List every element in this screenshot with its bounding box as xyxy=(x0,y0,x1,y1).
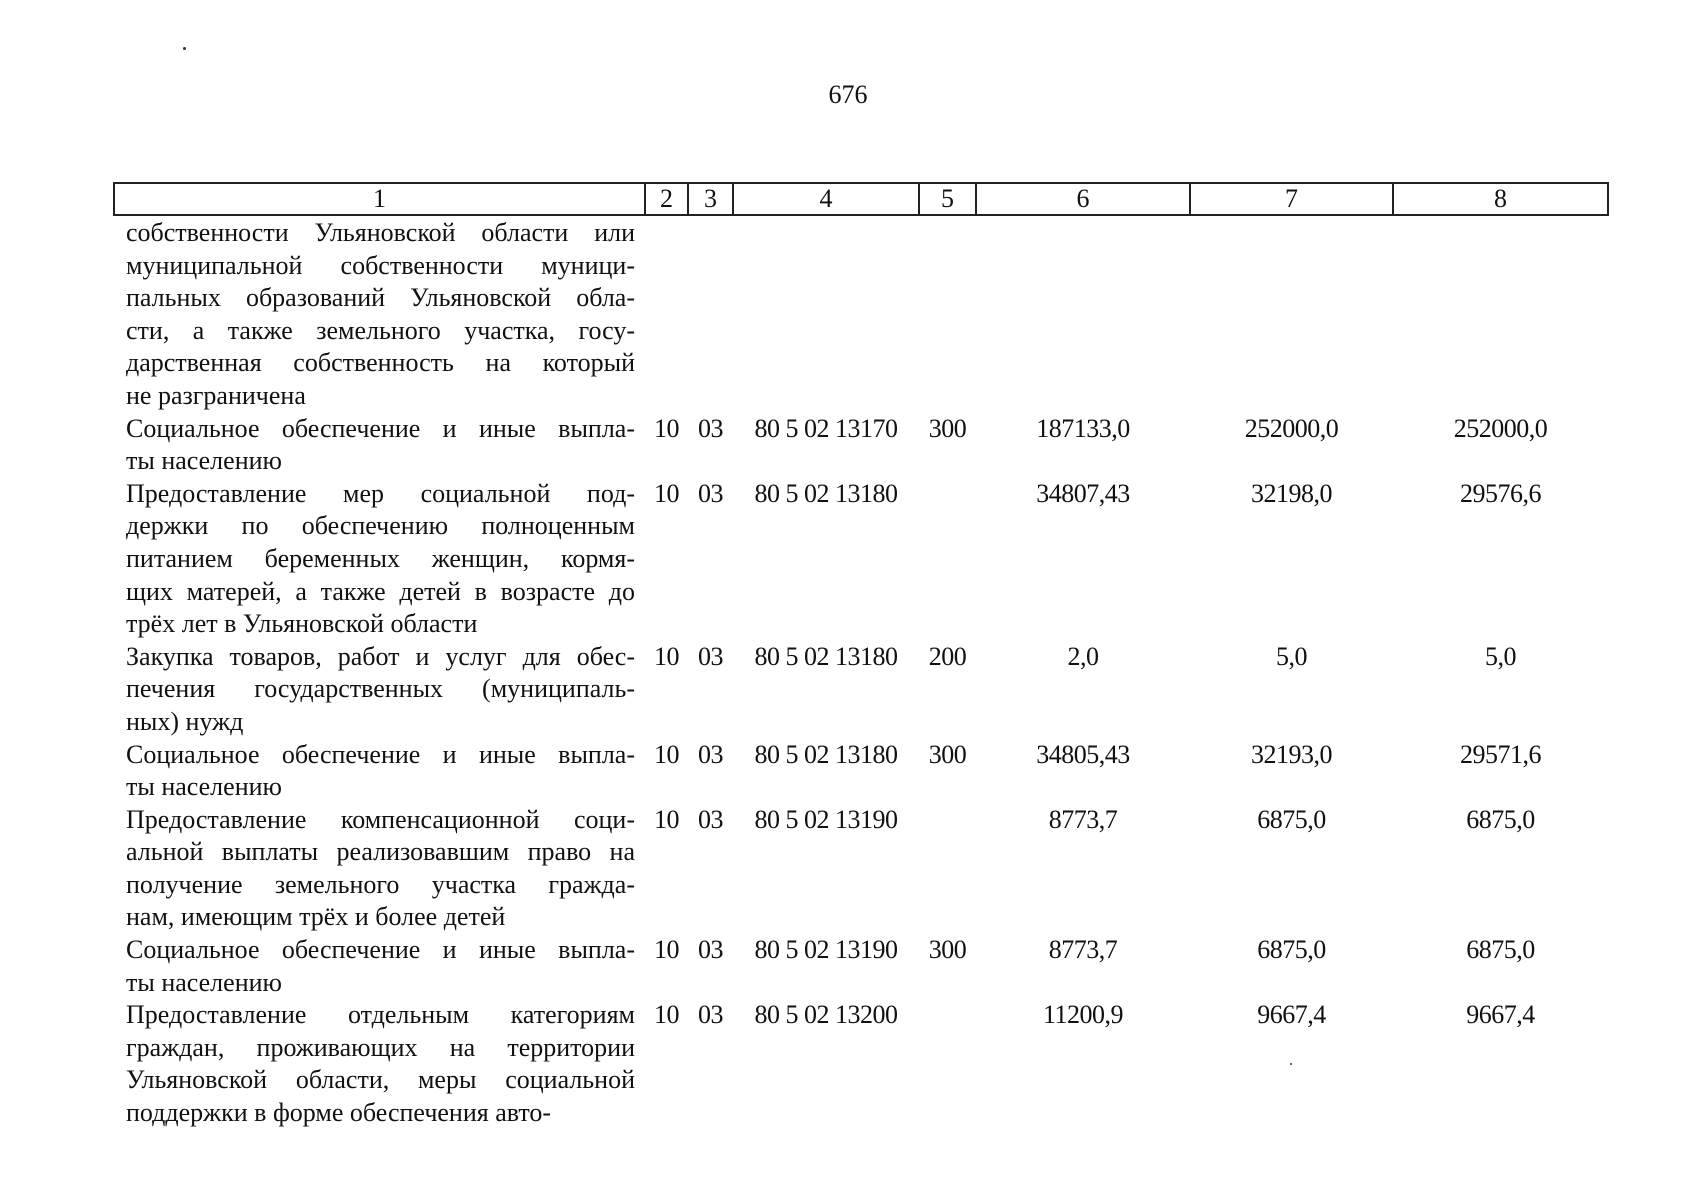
description-line: Закупка товаров, работ и услуг для обес- xyxy=(126,641,635,671)
amount-col-6: 34805,43 xyxy=(1036,739,1130,769)
amount-col-6: 187133,0 xyxy=(1036,413,1130,443)
target-article-code: 80 5 02 13180 xyxy=(754,641,898,671)
section-code xyxy=(645,215,688,413)
description-line: держки по обеспечению полноценным xyxy=(126,511,635,541)
subsection-code: 03 xyxy=(698,935,723,965)
amount-col-7: 6875,0 xyxy=(1257,804,1326,834)
description-line: собственности Ульяновской области или xyxy=(126,218,635,247)
scan-speck xyxy=(183,47,186,50)
amount-col-6: 2,0 xyxy=(1067,641,1099,671)
page-number: 676 xyxy=(828,80,868,109)
section-code: 10 xyxy=(654,935,679,965)
target-article-code: 80 5 02 13180 xyxy=(754,478,898,508)
expense-type-code: 300 xyxy=(928,739,967,769)
row-description xyxy=(114,999,645,1129)
description-line: пальных образований Ульяновской обла- xyxy=(126,283,635,313)
amount-col-6: 34807,43 xyxy=(1036,478,1130,508)
description-line: не разграничена xyxy=(126,380,306,410)
amount-col-7: 32198,0 xyxy=(1251,478,1332,508)
row-description xyxy=(114,413,645,478)
section-code: 10 xyxy=(654,641,679,671)
amount-col-6 xyxy=(976,215,1190,413)
subsection-code: 03 xyxy=(698,641,723,671)
amount-col-8: 252000,0 xyxy=(1453,413,1548,443)
header-col-5: 5 xyxy=(919,183,976,215)
amount-col-7: 252000,0 xyxy=(1244,413,1339,443)
section-code: 10 xyxy=(654,413,679,443)
amount-col-7: 9667,4 xyxy=(1257,1000,1326,1030)
target-article-code: 80 5 02 13190 xyxy=(754,804,898,834)
amount-col-8: 5,0 xyxy=(1485,641,1516,671)
table-row xyxy=(114,478,1608,641)
description-line: Предоставление компенсационной соци- xyxy=(126,804,635,834)
target-article-code: 80 5 02 13190 xyxy=(754,935,898,965)
amount-col-6: 8773,7 xyxy=(1048,935,1118,965)
subsection-code: 03 xyxy=(698,478,723,508)
expense-type-code xyxy=(919,215,976,413)
description-line: Ульяновской области, меры социальной xyxy=(126,1065,635,1095)
amount-col-8 xyxy=(1393,215,1608,413)
row-description xyxy=(114,739,645,804)
header-row xyxy=(114,183,1608,215)
section-code: 10 xyxy=(654,739,679,769)
row-description xyxy=(114,478,645,641)
description-line: поддержки в форме обеспечения авто- xyxy=(126,1098,552,1128)
description-line: ных) нужд xyxy=(126,706,244,736)
amount-col-7: 6875,0 xyxy=(1257,935,1326,965)
row-description xyxy=(114,934,645,999)
header-col-3: 3 xyxy=(688,183,733,215)
header-col-6: 6 xyxy=(976,183,1190,215)
expense-type-code xyxy=(919,804,976,934)
subsection-code xyxy=(688,215,733,413)
table-row xyxy=(114,641,1608,739)
amount-col-7: 32193,0 xyxy=(1251,739,1332,769)
expense-type-code: 300 xyxy=(928,413,967,443)
description-line: питанием беременных женщин, кормя- xyxy=(126,543,635,573)
header-col-2: 2 xyxy=(645,183,688,215)
description-line: печения государственных (муниципаль- xyxy=(126,674,635,704)
amount-col-8: 6875,0 xyxy=(1466,935,1535,965)
section-code: 10 xyxy=(654,1000,679,1030)
target-article-code: 80 5 02 13200 xyxy=(754,1000,898,1030)
description-line: получение земельного участка гражда- xyxy=(126,869,635,899)
target-article-code: 80 5 02 13170 xyxy=(754,413,898,443)
description-line: ты населению xyxy=(126,772,282,802)
description-line: муниципальной собственности муници- xyxy=(126,250,635,280)
header-col-4: 4 xyxy=(733,183,919,215)
subsection-code: 03 xyxy=(698,804,723,834)
table-header xyxy=(114,183,1608,215)
amount-col-8: 6875,0 xyxy=(1466,804,1535,834)
expense-type-code: 200 xyxy=(928,641,967,671)
description-line: альной выплаты реализовавшим право на xyxy=(126,837,635,867)
amount-col-8: 9667,4 xyxy=(1466,1000,1535,1030)
expense-type-code xyxy=(919,999,976,1129)
table-body xyxy=(114,215,1608,1130)
table-row xyxy=(114,804,1608,934)
description-line: сти, а также земельного участка, госу- xyxy=(126,315,635,345)
description-line: Социальное обеспечение и иные выпла- xyxy=(126,935,635,965)
description-line: граждан, проживающих на территории xyxy=(126,1032,635,1062)
header-col-8: 8 xyxy=(1393,183,1608,215)
expense-type-code xyxy=(919,478,976,641)
section-code: 10 xyxy=(654,804,679,834)
table-row xyxy=(114,739,1608,804)
section-code: 10 xyxy=(654,478,679,508)
amount-col-8: 29576,6 xyxy=(1460,478,1541,508)
table-row xyxy=(114,413,1608,478)
amount-col-6: 11200,9 xyxy=(1042,1000,1124,1030)
table-row xyxy=(114,999,1608,1129)
table-row xyxy=(114,215,1608,413)
expense-type-code: 300 xyxy=(928,935,967,965)
subsection-code: 03 xyxy=(698,413,723,443)
description-line: трёх лет в Ульяновской области xyxy=(126,609,478,639)
target-article-code: 80 5 02 13180 xyxy=(754,739,898,769)
subsection-code: 03 xyxy=(698,739,723,769)
amount-col-6: 8773,7 xyxy=(1048,804,1118,834)
amount-col-7 xyxy=(1190,215,1393,413)
description-line: Предоставление мер социальной под- xyxy=(126,478,635,508)
header-col-1: 1 xyxy=(114,183,645,215)
description-line: Социальное обеспечение и иные выпла- xyxy=(126,413,635,443)
description-line: ты населению xyxy=(126,967,282,997)
header-col-7: 7 xyxy=(1190,183,1393,215)
amount-col-8: 29571,6 xyxy=(1460,739,1541,769)
description-line: дарственная собственность на который xyxy=(126,348,635,378)
description-line: ты населению xyxy=(126,446,282,476)
row-description xyxy=(114,215,645,413)
subsection-code: 03 xyxy=(698,1000,723,1030)
description-line: Предоставление отдельным категориям xyxy=(126,1000,635,1030)
target-article-code xyxy=(733,215,919,413)
description-line: щих матерей, а также детей в возрасте до xyxy=(126,576,635,606)
description-line: Социальное обеспечение и иные выпла- xyxy=(126,739,635,769)
row-description xyxy=(114,641,645,739)
description-line: нам, имеющим трёх и более детей xyxy=(126,902,506,932)
amount-col-7: 5,0 xyxy=(1276,641,1307,671)
budget-table xyxy=(113,182,1609,1130)
row-description xyxy=(114,804,645,934)
table-row xyxy=(114,934,1608,999)
